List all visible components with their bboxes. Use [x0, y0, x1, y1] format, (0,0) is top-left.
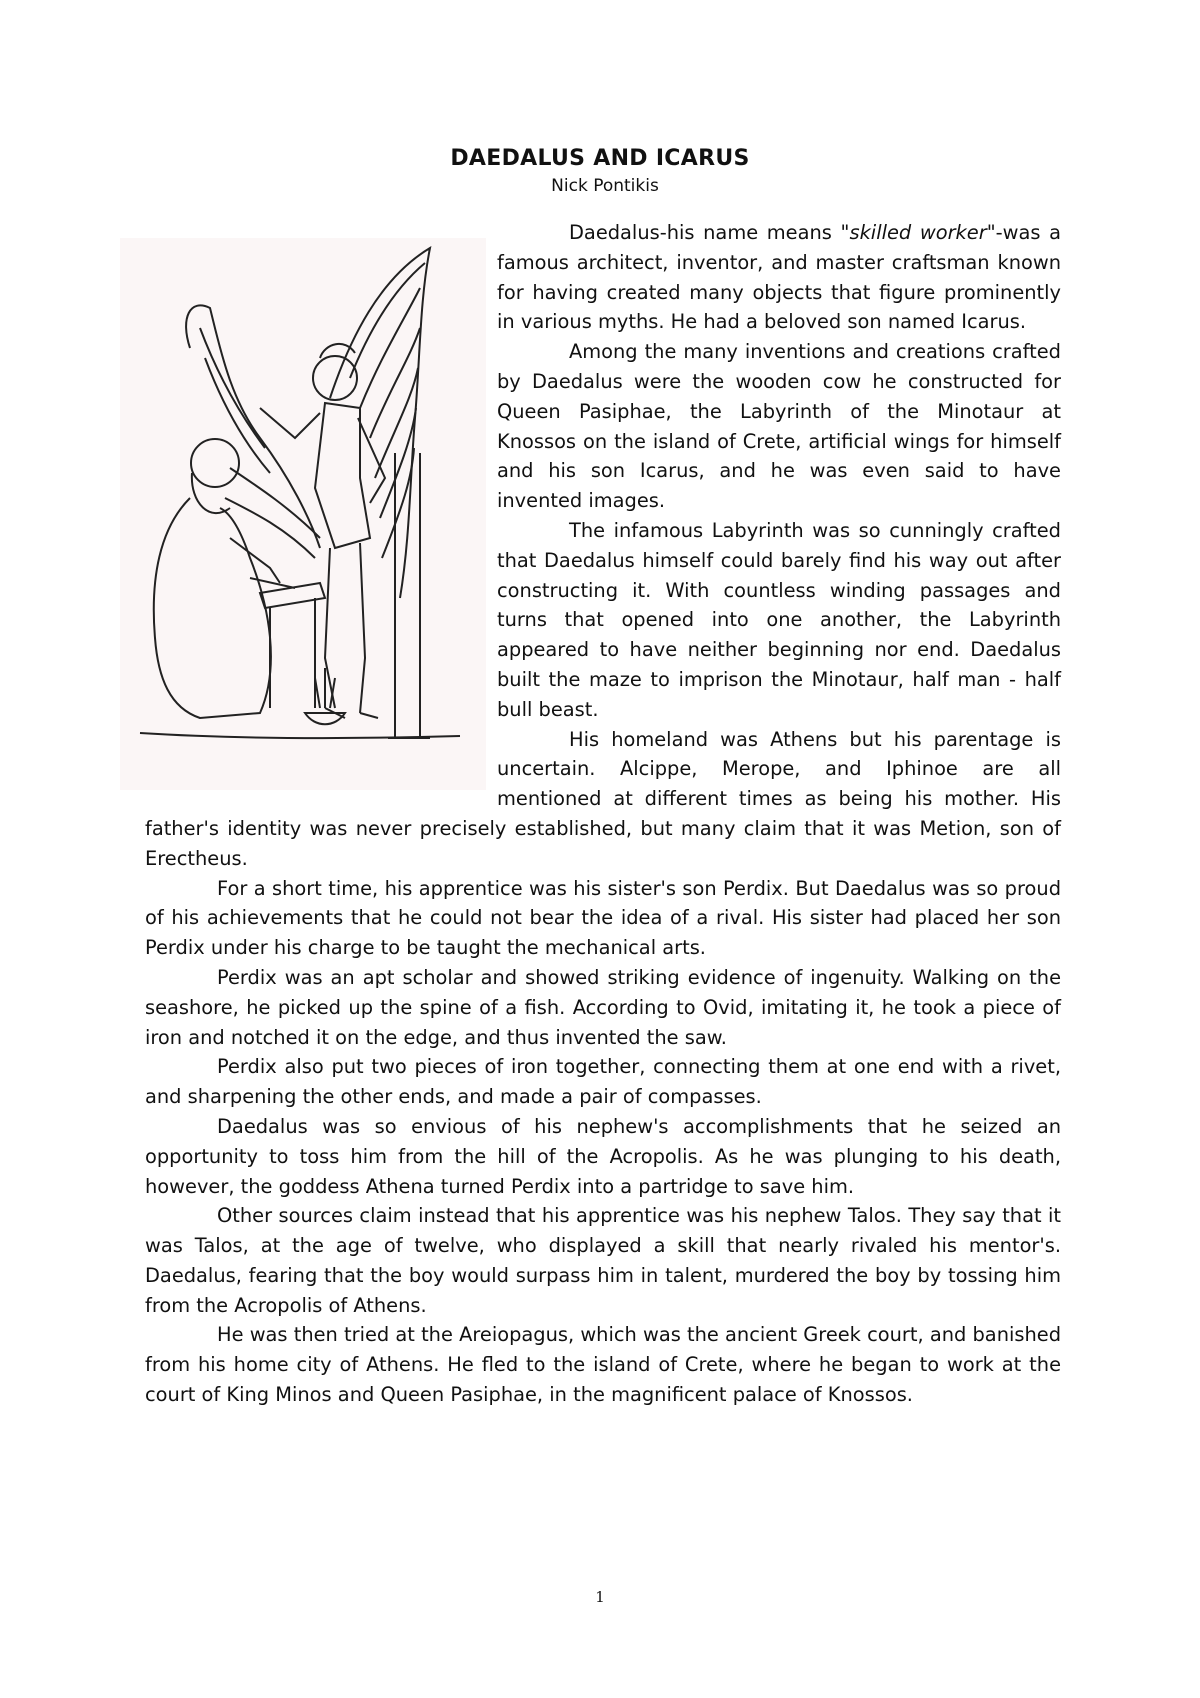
- paragraph-6: Perdix was an apt scholar and showed striking evidence of ingenuity. Walking on the seashore, he picked up the spine of a fish. According to Ovid, imitating it, he took a piece of iron and notched it on the edge, and thus invented the saw.: [145, 965, 1061, 1049]
- paragraph-1-after: "-was a famous architect, inventor, and master craftsman known for having created many objects that figure prominently in various myths. He had a beloved son named Icarus.: [497, 221, 1061, 334]
- page-number: 1: [595, 1588, 605, 1606]
- document-author: [0, 176, 1200, 196]
- paragraph-8: Daedalus was so envious of his nephew's accomplishments that he seized an opportunity to toss him from the hill of the Acropolis. As he was plunging to his death, however, the goddess Athena turned Perdix into a partridge to save him.: [145, 1114, 1061, 1198]
- paragraph-9: Other sources claim instead that his apprentice was his nephew Talos. They say that it was Talos, at the age of twelve, who displayed a skill that nearly rivaled his mentor's. Daedalus, fearing that the boy would surpass him in talent, murdered the boy by tossing him from the Acropolis of Athens.: [145, 1204, 1061, 1317]
- author-name: Nick Pontikis: [551, 176, 659, 196]
- figure-spacer: [145, 218, 497, 803]
- paragraph-5: For a short time, his apprentice was his sister's son Perdix. But Daedalus was so proud of his achievements that he could not bear the idea of a rival. His sister had placed her son Perdix under his charge to be taught the mechanical arts.: [145, 876, 1061, 960]
- paragraph-2: Among the many inventions and creations crafted by Daedalus were the wooden cow he constructed for Queen Pasiphae, the Labyrinth of the Minotaur at Knossos on the island of Crete, artificial wings for himself and his son Icarus, and he was even said to have invented images.: [497, 340, 1061, 513]
- paragraph-1-emphasis: skilled worker: [849, 221, 987, 244]
- document-title: DAEDALUS AND ICARUS: [450, 146, 750, 171]
- paragraph-4: His homeland was Athens but his parentage is uncertain. Alcippe, Merope, and Iphinoe are all mentioned at different times as being his mother. His father's identity was never precisely established, but many claim that it was Metion, son of Erectheus.: [145, 727, 1061, 870]
- article-body: [145, 218, 1061, 1410]
- paragraph-7: Perdix also put two pieces of iron together, connecting them at one end with a rivet, and sharpening the other ends, and made a pair of compasses.: [145, 1055, 1061, 1109]
- paragraph-10: He was then tried at the Areiopagus, which was the ancient Greek court, and banished from his home city of Athens. He fled to the island of Crete, where he began to work at the court of King Minos and Queen Pasiphae, in the magnificent palace of Knossos.: [145, 1323, 1061, 1407]
- paragraph-1-before: Daedalus-his name means ": [569, 221, 850, 244]
- paragraph-3: The infamous Labyrinth was so cunningly crafted that Daedalus himself could barely find his way out after constructing it. With countless winding passages and turns that opened into one another, the Labyrinth appeared to have neither beginning nor end. Daedalus built the maze to imprison the Minotaur, half man - half bull beast.: [497, 518, 1061, 721]
